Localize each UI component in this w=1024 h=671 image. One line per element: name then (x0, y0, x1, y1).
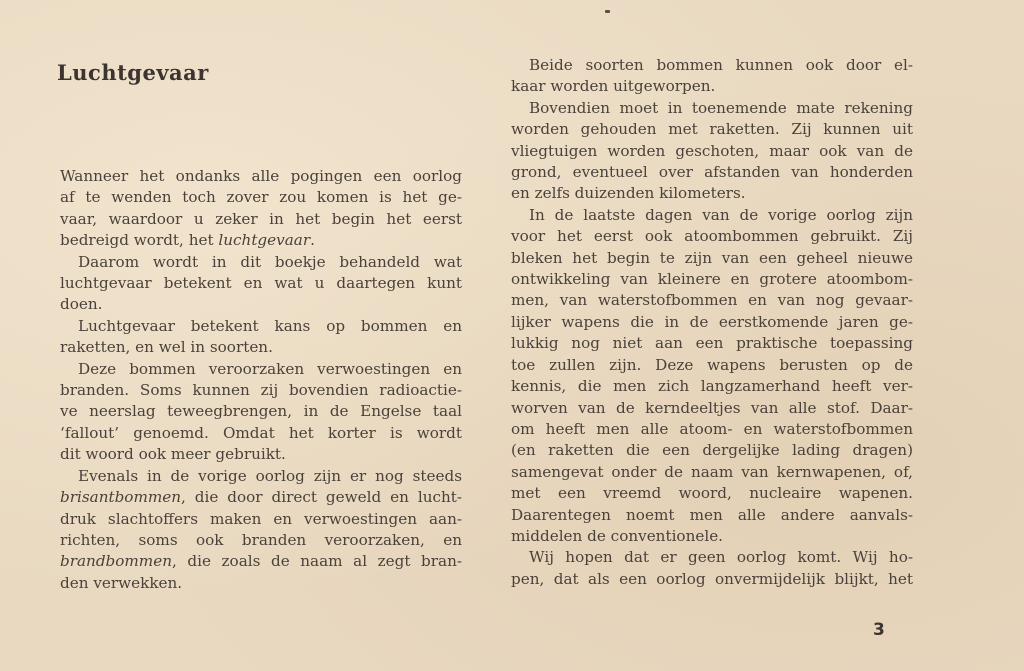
text-line: kaar worden uitgeworpen. (511, 77, 716, 96)
text-line: bleken het begin te zijn van een geheel nieuwe (511, 248, 913, 267)
text-line: toe zullen zijn. Deze wapens berusten op de (511, 355, 913, 374)
text-line: bedreigd wordt, het luchtgevaar. (60, 231, 315, 250)
emphasized-term: brisantbommen (60, 488, 182, 507)
text-line: voor het eerst ook atoombommen gebruikt. Zij (511, 227, 913, 246)
text-line: Evenals in de vorige oorlog zijn er nog steeds (78, 466, 462, 485)
text-line: middelen de conventionele. (511, 526, 724, 545)
text-line: raketten, en wel in soorten. (60, 338, 273, 357)
text-line: luchtgevaar betekent en wat u daartegen kunt (60, 274, 462, 293)
text-line: vliegtuigen worden geschoten, maar ook van de (511, 141, 913, 160)
text-line: Deze bommen veroorzaken verwoestingen en (78, 359, 462, 378)
text-line: met een vreemd woord, nucleaire wapenen. (511, 484, 913, 503)
text-line: dit woord ook meer gebruikt. (60, 445, 286, 464)
text-line: Daarom wordt in dit boekje behandeld wat (78, 252, 462, 271)
text-line: af te wenden toch zover zou komen is het ge- (60, 188, 462, 207)
text-line: branden. Soms kunnen zij bovendien radioactie- (60, 381, 462, 400)
text-line: den verwekken. (60, 573, 183, 592)
page-title: Luchtgevaar (57, 60, 209, 85)
text-line: druk slachtoffers maken en verwoestingen aan- (60, 509, 462, 528)
text-line: brandbommen, die zoals de naam al zegt bran- (60, 552, 462, 571)
emphasized-term: brandbommen (60, 552, 172, 571)
text-line: Wanneer het ondanks alle pogingen een oorlog (60, 167, 462, 185)
emphasized-term: luchtgevaar (218, 231, 311, 250)
text-line: (en raketten die een dergelijke lading dragen) (511, 441, 913, 460)
text-line: worven van de kerndeeltjes van alle stof. Daar- (511, 398, 913, 417)
text-line: en zelfs duizenden kilometers. (511, 184, 746, 203)
text-line: ontwikkeling van kleinere en grotere atoombom- (511, 270, 913, 289)
text-line: pen, dat als een oorlog onvermijdelijk blijkt, het (511, 569, 913, 588)
page-number: 3 (873, 620, 885, 640)
text-line: men, van waterstofbommen en van nog gevaar- (511, 291, 913, 310)
text-line: Luchtgevaar betekent kans op bommen en (78, 316, 462, 335)
text-line: lukkig nog niet aan een praktische toepassing (511, 334, 913, 353)
text-line: Beide soorten bommen kunnen ook door el- (529, 56, 913, 74)
text-line: om heeft men alle atoom- en waterstofbommen (511, 419, 913, 438)
text-line: samengevat onder de naam van kernwapenen, of, (511, 462, 913, 481)
right-column (511, 55, 913, 590)
text-line: grond, eventueel over afstanden van honderden (511, 163, 913, 182)
text-line: In de laatste dagen van de vorige oorlog zijn (529, 205, 913, 224)
text-line: lijker wapens die in de eerstkomende jaren ge- (511, 312, 913, 331)
text-line: Wij hopen dat er geen oorlog komt. Wij ho- (529, 548, 913, 567)
text-line: doen. (60, 295, 103, 314)
text-line: Daarentegen noemt men alle andere aanvals- (511, 505, 913, 524)
text-line: ‘fallout’ genoemd. Omdat het korter is wordt (60, 423, 462, 442)
text-line: kennis, die men zich langzamerhand heeft ver- (511, 377, 913, 396)
ink-speck (605, 10, 610, 13)
text-line: ve neerslag teweegbrengen, in de Engelse taal (60, 402, 462, 421)
text-line: worden gehouden met raketten. Zij kunnen uit (511, 120, 913, 139)
text-line: vaar, waardoor u zeker in het begin het eerst (60, 209, 462, 228)
text-line: Bovendien moet in toenemende mate rekening (529, 98, 913, 117)
left-column (60, 166, 462, 594)
text-line: brisantbommen, die door direct geweld en lucht- (60, 488, 462, 507)
text-line: richten, soms ook branden veroorzaken, en (60, 530, 462, 549)
